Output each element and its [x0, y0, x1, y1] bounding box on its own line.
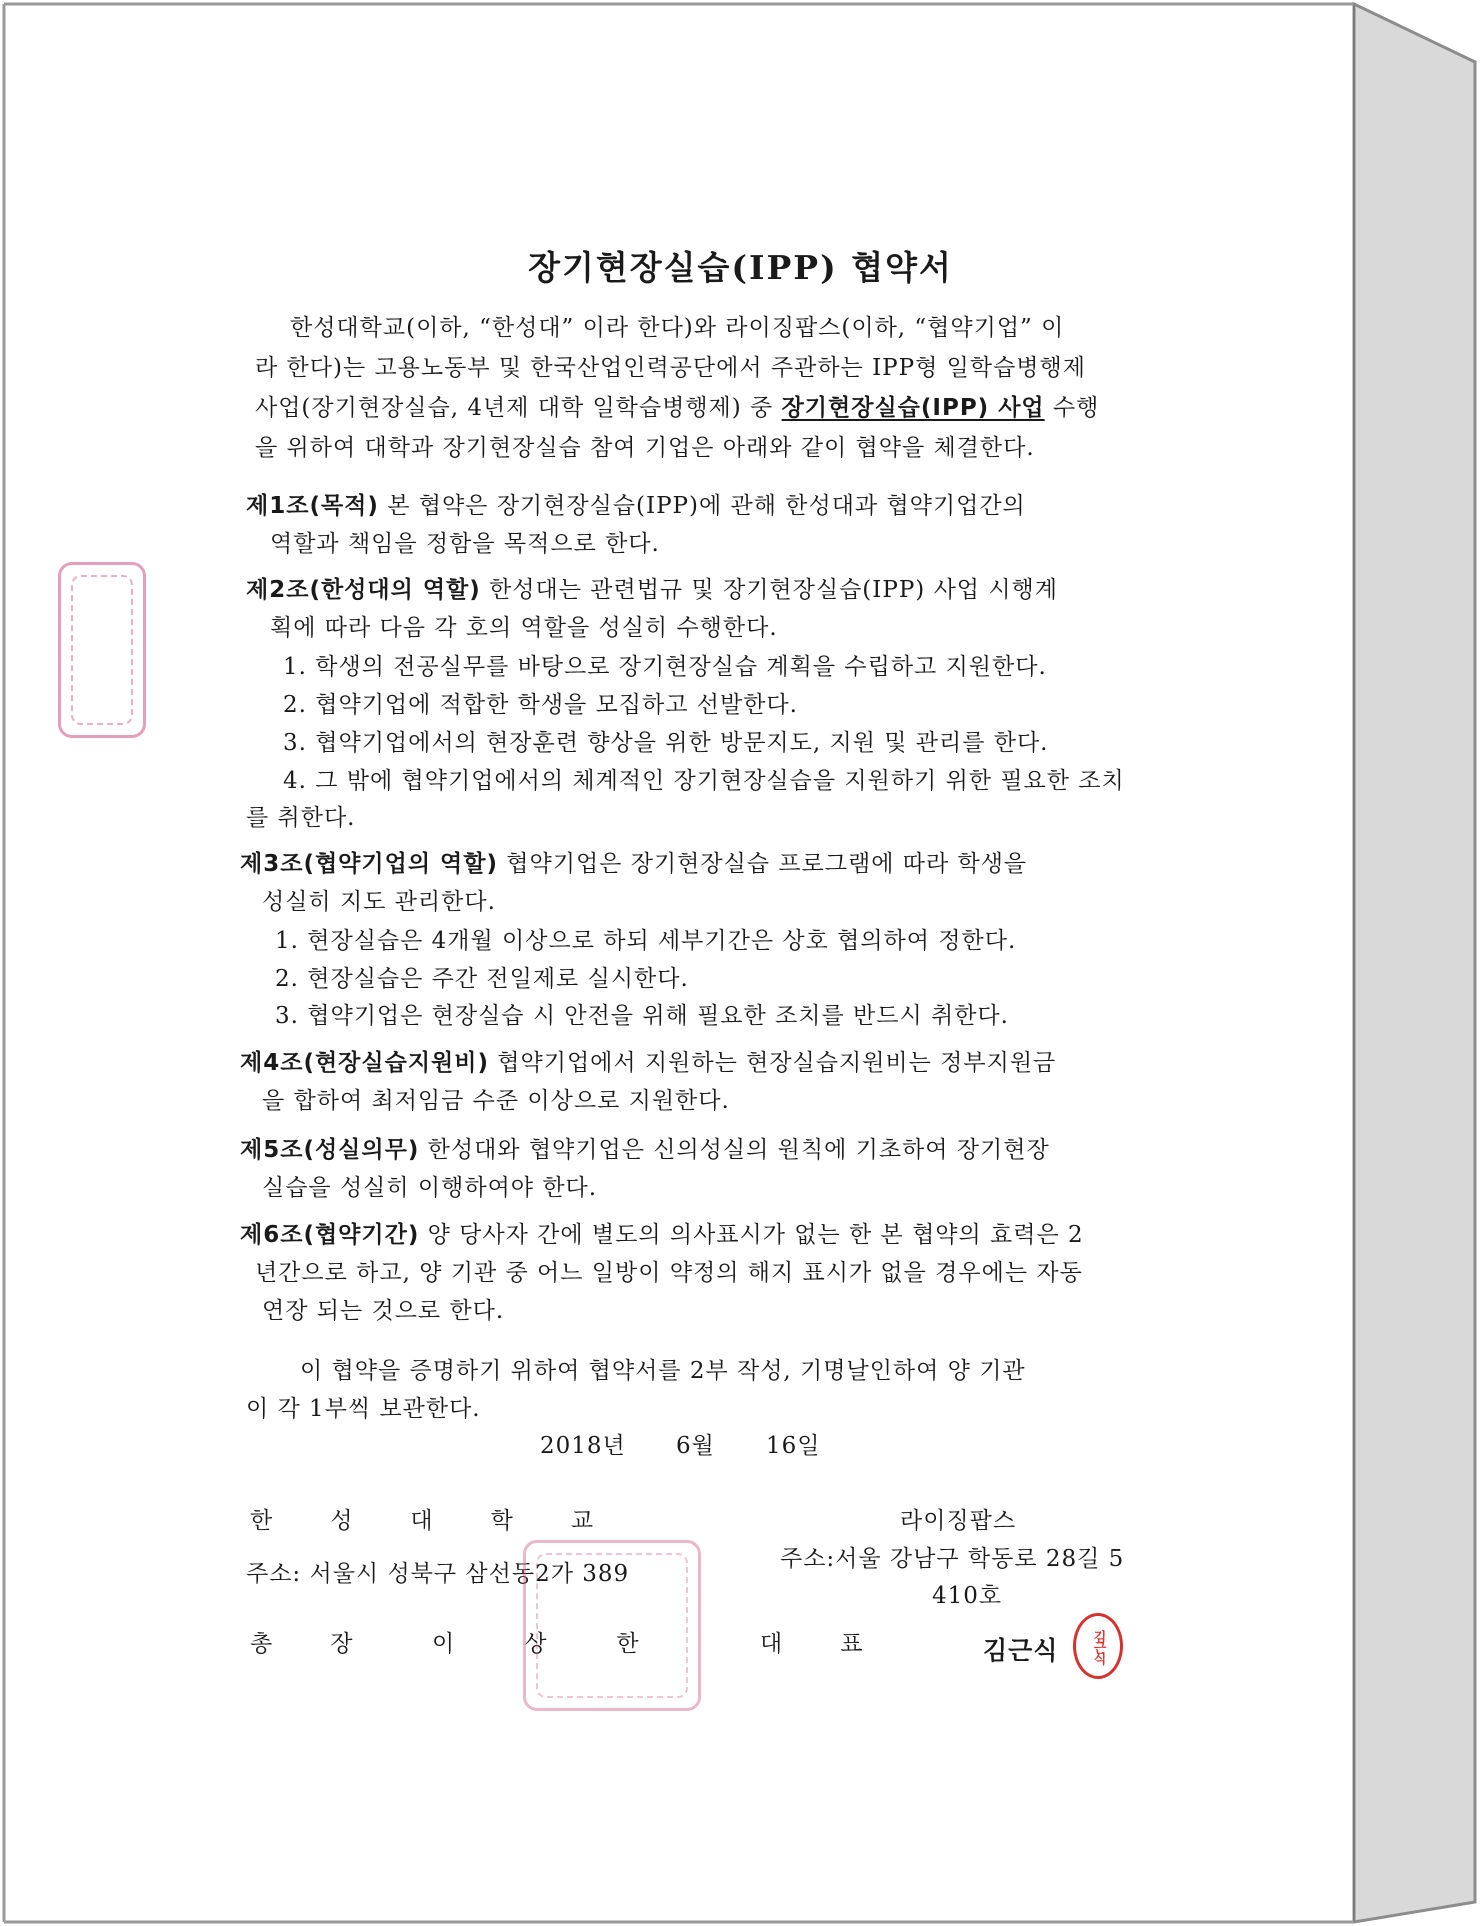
party-left-role: 총장 — [250, 1631, 411, 1657]
article-2: 제2조(한성대의 역할) 한성대는 관련법규 및 장기현장실습(IPP) 사업 시행계 — [246, 577, 1058, 603]
intro-line-4: 을 위하여 대학과 장기현장실습 참여 기업은 아래와 같이 협약을 체결한다. — [255, 435, 1035, 461]
article-2-item-1: 1. 학생의 전공실무를 바탕으로 장기현장실습 계획을 수립하고 지원한다. — [283, 654, 1047, 680]
party-left-address: 주소: 서울시 성북구 삼선동2가 389 — [246, 1561, 630, 1587]
party-right-role: 대표 — [760, 1631, 921, 1657]
party-right-address-2: 410호 — [932, 1583, 1003, 1609]
intro-emphasis: 장기현장실습(IPP) 사업 — [781, 395, 1045, 421]
article-3-item-3: 3. 협약기업은 현장실습 시 안전을 위해 필요한 조치를 반드시 취한다. — [275, 1003, 1009, 1029]
article-1-heading: 제1조(목적) — [246, 493, 379, 519]
party-right-signer: 김근식 — [983, 1636, 1059, 1665]
closing-line-2: 이 각 1부씩 보관한다. — [246, 1396, 481, 1422]
article-2-item-4-cont: 를 취한다. — [246, 805, 356, 831]
intro-line-3: 사업(장기현장실습, 4년제 대학 일학습병행제) 중 장기현장실습(IPP) 사업 수행 — [255, 395, 1100, 421]
date-month: 6월 — [676, 1433, 715, 1459]
article-3-item-2: 2. 현장실습은 주간 전일제로 실시한다. — [275, 966, 689, 992]
article-1-line-2: 역할과 책임을 정함을 목적으로 한다. — [270, 531, 660, 557]
article-6-heading: 제6조(협약기간) — [240, 1222, 420, 1248]
article-2-item-3: 3. 협약기업에서의 현장훈련 향상을 위한 방문지도, 지원 및 관리를 한다. — [283, 730, 1049, 756]
intro-line-1: 한성대학교(이하, “한성대” 이라 한다)와 라이징팝스(이하, “협약기업” 이 — [290, 315, 1065, 341]
article-5: 제5조(성실의무) 한성대와 협약기업은 신의성실의 원칙에 기초하여 장기현장 — [240, 1137, 1050, 1163]
intro-line-2: 라 한다)는 고용노동부 및 한국산업인력공단에서 주관하는 IPP형 일학습병행제 — [255, 355, 1086, 381]
article-6-line-3: 연장 되는 것으로 한다. — [262, 1298, 505, 1324]
article-1: 제1조(목적) 본 협약은 장기현장실습(IPP)에 관해 한성대과 협약기업간의 — [246, 493, 1026, 519]
personal-seal-text: 김근식 — [1090, 1629, 1106, 1663]
article-3-heading: 제3조(협약기업의 역할) — [240, 851, 498, 877]
article-2-line-2: 획에 따라 다음 각 호의 역할을 성실히 수행한다. — [270, 615, 778, 641]
party-right-address-1: 주소:서울 강남구 학동로 28길 5 — [780, 1546, 1125, 1572]
article-5-heading: 제5조(성실의무) — [240, 1137, 420, 1163]
university-seal-stamp — [523, 1540, 701, 1711]
article-4: 제4조(현장실습지원비) 협약기업에서 지원하는 현장실습지원비는 정부지원금 — [240, 1050, 1057, 1076]
article-2-item-4: 4. 그 밖에 협약기업에서의 체계적인 장기현장실습을 지원하기 위한 필요한 조치 — [283, 768, 1125, 794]
party-left-name: 한성대학교 — [250, 1508, 652, 1534]
margin-seal-stamp — [58, 562, 146, 738]
personal-seal-stamp — [1073, 1613, 1123, 1679]
document-title: 장기현장실습(IPP) 협약서 — [528, 248, 953, 287]
date-year: 2018년 — [540, 1433, 626, 1459]
closing-line-1: 이 협약을 증명하기 위하여 협약서를 2부 작성, 기명날인하여 양 기관 — [300, 1358, 1026, 1384]
article-4-heading: 제4조(현장실습지원비) — [240, 1050, 489, 1076]
article-3-item-1: 1. 현장실습은 4개월 이상으로 하되 세부기간은 상호 협의하여 정한다. — [275, 928, 1017, 954]
article-5-line-2: 실습을 성실히 이행하여야 한다. — [262, 1175, 598, 1201]
article-6: 제6조(협약기간) 양 당사자 간에 별도의 의사표시가 없는 한 본 협약의 효력은 2 — [240, 1222, 1084, 1248]
article-3: 제3조(협약기업의 역할) 협약기업은 장기현장실습 프로그램에 따라 학생을 — [240, 851, 1028, 877]
party-right-name: 라이징팝스 — [900, 1508, 1017, 1534]
article-2-item-2: 2. 협약기업에 적합한 학생을 모집하고 선발한다. — [283, 692, 798, 718]
article-6-line-2: 년간으로 하고, 양 기관 중 어느 일방이 약정의 해지 표시가 없을 경우에는 자동 — [255, 1260, 1083, 1286]
article-2-heading: 제2조(한성대의 역할) — [246, 577, 481, 603]
party-left-signer: 이상한 — [432, 1631, 709, 1657]
article-4-line-2: 을 합하여 최저임금 수준 이상으로 지원한다. — [262, 1088, 730, 1114]
date-day: 16일 — [766, 1433, 821, 1459]
article-3-line-2: 성실히 지도 관리한다. — [262, 889, 496, 915]
